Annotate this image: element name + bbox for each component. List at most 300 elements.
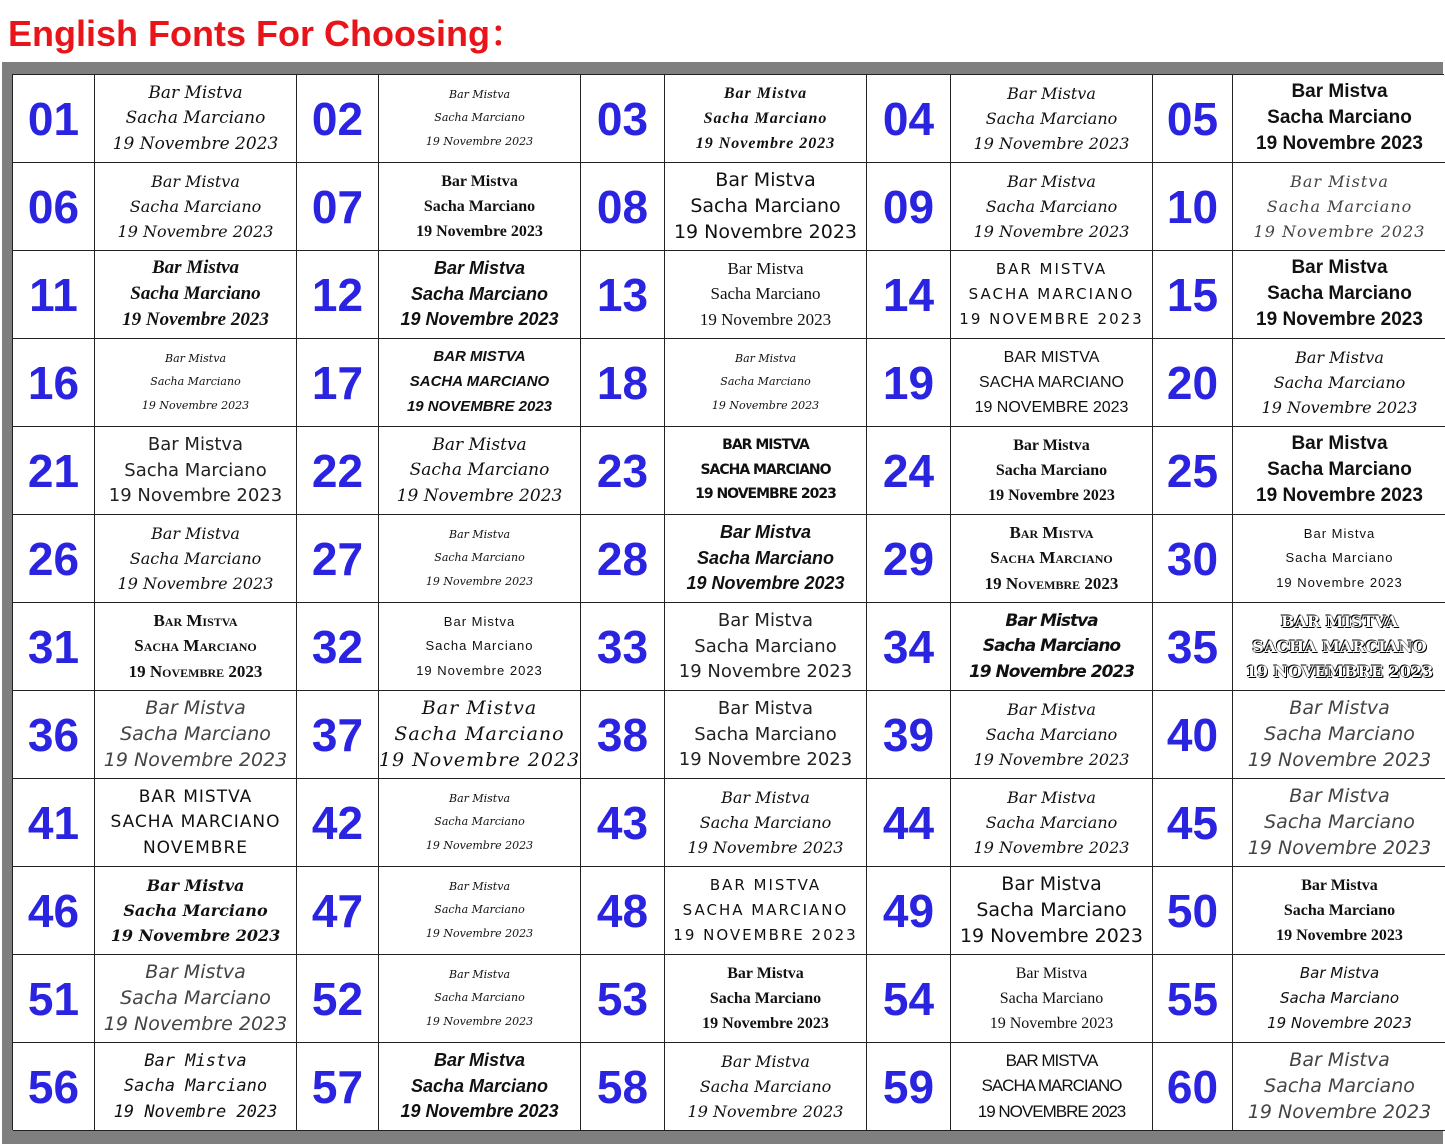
font-sample-line: Sacha Marciano [423, 197, 536, 215]
font-sample-line: 19 Novembre 2023 [1256, 133, 1423, 155]
font-sample-line: 19 Novembre 2023 [1247, 1101, 1432, 1124]
font-sample-line: 19 NOVEMBRE 2023 [974, 398, 1129, 416]
font-sample [1233, 1043, 1445, 1131]
font-sample [951, 251, 1153, 339]
font-sample-line: Bar Mistva [1291, 81, 1388, 103]
font-sample-line: Bar Mistva [448, 87, 510, 101]
font-sample-line: Bar Mistva [448, 527, 510, 541]
font-sample-line: Sacha Marciano [125, 108, 266, 129]
font-sample [1233, 163, 1445, 251]
font-sample-line: Sacha Marciano [434, 551, 525, 565]
font-number: 31 [13, 603, 95, 691]
font-number: 09 [867, 163, 951, 251]
font-sample-line: BAR MISTVA [1003, 348, 1100, 366]
font-sample-line: 19 Novembre 2023 [400, 309, 559, 330]
font-sample-line: BAR MISTVA [1280, 611, 1399, 631]
font-number: 60 [1153, 1043, 1233, 1131]
font-sample [1233, 515, 1445, 603]
font-sample-line: 19 Novembre 2023 [103, 1013, 288, 1036]
font-sample-line: Sacha Marciano [123, 1076, 268, 1097]
font-sample-line: 19 Novembre 2023 [959, 925, 1144, 948]
font-sample-line: Sacha Marciano [1285, 550, 1394, 566]
font-number: 54 [867, 955, 951, 1043]
font-sample-line: Sacha Marciano [696, 547, 835, 568]
font-sample-line: 19 Novembre 2023 [678, 661, 853, 683]
font-sample-line: 19 Novembre 2023 [687, 1101, 844, 1121]
font-number: 49 [867, 867, 951, 955]
font-sample-line: Bar Mistva [719, 521, 812, 542]
font-sample [1233, 427, 1445, 515]
font-sample-line: 19 Novembre 2023 [678, 749, 853, 771]
font-sample-line: Bar Mistva [721, 787, 810, 807]
font-number: 38 [581, 691, 665, 779]
font-number: 05 [1153, 75, 1233, 163]
font-number: 52 [297, 955, 379, 1043]
font-sample-line: BAR MISTVA [138, 786, 253, 807]
font-sample-line: Bar Mistva [727, 258, 804, 278]
font-sample-line: 19 Novembre 2023 [1247, 749, 1432, 772]
font-sample-line: Bar Mistva [148, 82, 243, 103]
font-number: 12 [297, 251, 379, 339]
font-number: 20 [1153, 339, 1233, 427]
font-sample-line: Sacha Marciano [976, 899, 1127, 922]
font-sample-line: Sacha Marciano [394, 723, 565, 746]
font-number: 16 [13, 339, 95, 427]
font-sample [95, 515, 297, 603]
font-sample [665, 163, 867, 251]
font-number: 35 [1153, 603, 1233, 691]
font-sample-line: 19 Novembre 2023 [425, 927, 534, 941]
font-sample-line: 19 Novembre 2023 [1267, 1014, 1412, 1033]
font-number: 01 [13, 75, 95, 163]
font-sample-line: Sacha Marciano [425, 638, 534, 654]
font-sample-line: Bar Mistva [443, 614, 516, 630]
font-sample-line: Sacha Marciano [134, 636, 257, 656]
font-sample-line: Sacha Marciano [985, 196, 1118, 216]
font-sample-line: Sacha Marciano [985, 812, 1118, 832]
font-number: 55 [1153, 955, 1233, 1043]
page-title: English Fonts For Choosing： [8, 13, 526, 54]
font-sample-line: 19 Novembre 2023 [988, 486, 1115, 504]
font-sample-line: 19 Novembre 2023 [141, 399, 250, 413]
font-sample-line: 19 NOVEMBRE 2023 [673, 926, 858, 945]
font-sample-line: Bar Mistva [1303, 526, 1376, 542]
font-sample [951, 163, 1153, 251]
font-sample [379, 251, 581, 339]
font-sample-line: 19 Novembre 2023 [108, 485, 283, 507]
font-sample-line: Sacha Marciano [1266, 196, 1413, 216]
font-number: 19 [867, 339, 951, 427]
font-sample-line: Sacha Marciano [1264, 723, 1415, 746]
font-sample [1233, 339, 1445, 427]
font-sample-line: Sacha Marciano [434, 903, 525, 917]
font-sample-line: Bar Mistva [144, 1050, 247, 1071]
font-sample-line: Bar Mistva [1015, 964, 1088, 982]
font-sample [1233, 75, 1445, 163]
font-number: 26 [13, 515, 95, 603]
font-sample [95, 867, 297, 955]
font-sample-line: 19 Novembre 2023 [103, 749, 288, 772]
font-sample-line: 19 Novembre 2023 [117, 221, 274, 241]
font-sample-line: Sacha Marciano [129, 548, 262, 568]
font-sample-line: Bar Mistva [721, 1051, 810, 1071]
font-sample [951, 339, 1153, 427]
font-sample-line: Bar Mistva [151, 171, 240, 191]
font-number: 47 [297, 867, 379, 955]
font-sample-line: 19 NOVEMBRE 2023 [406, 398, 553, 416]
font-sample [951, 515, 1153, 603]
font-sample [951, 955, 1153, 1043]
font-sample [665, 603, 867, 691]
font-sample-line: Bar Mistva [1007, 171, 1096, 191]
font-sample-line: Bar Mistva [715, 169, 816, 192]
font-sample-line: 19 Novembre 2023 [702, 1014, 829, 1032]
font-number: 15 [1153, 251, 1233, 339]
font-sample-line: Sacha Marciano [410, 283, 549, 304]
font-sample-line: Sacha Marciano [699, 812, 832, 832]
font-sample-line: Sacha Marciano [434, 991, 525, 1005]
font-sample [665, 867, 867, 955]
font-sample-line: Bar Mistva [147, 433, 244, 455]
font-sample [951, 427, 1153, 515]
font-sample [95, 427, 297, 515]
font-sample-line: Bar Mistva [151, 523, 240, 543]
font-number: 41 [13, 779, 95, 867]
font-sample-line: Sacha Marciano [410, 1075, 549, 1096]
font-sample [95, 1043, 297, 1131]
font-sample [665, 515, 867, 603]
font-sample [951, 691, 1153, 779]
font-sample-line: Bar Mistva [145, 961, 246, 984]
font-sample-line: 19 Novembre 2023 [1256, 309, 1423, 331]
font-sample-line: BAR MISTVA [995, 260, 1108, 279]
font-sample [665, 339, 867, 427]
font-sample [951, 779, 1153, 867]
font-number: 46 [13, 867, 95, 955]
font-sample [95, 75, 297, 163]
font-sample-line: Sacha Marciano [129, 196, 262, 216]
font-sample-line: Sacha Marciano [699, 1076, 832, 1096]
font-sample-line: Sacha Marciano [690, 195, 841, 218]
font-sample-line: Bar Mistva [1289, 697, 1390, 720]
font-sample-line: Bar Mistva [448, 967, 510, 981]
font-sample-line: SACHA MARCIANO [682, 901, 849, 920]
font-sample-line: 19 Novembre 2023 [973, 133, 1130, 153]
font-sample [379, 779, 581, 867]
font-sample-line: Bar Mistva [441, 172, 518, 190]
font-sample-line: BAR MISTVA [722, 437, 809, 454]
font-sample-line: 19 Novembre 2023 [1261, 397, 1418, 417]
font-sample-line: Sacha Marciano [434, 111, 525, 125]
font-number: 23 [581, 427, 665, 515]
font-sample-line: Bar Mistva [1295, 347, 1384, 367]
font-sample [95, 691, 297, 779]
font-sample-line: Sacha Marciano [694, 723, 837, 745]
font-sample-line: SACHA MARCIANO [979, 373, 1124, 391]
font-number: 27 [297, 515, 379, 603]
font-sample-line: Bar Mistva [433, 257, 526, 278]
font-number: 28 [581, 515, 665, 603]
font-number: 42 [297, 779, 379, 867]
font-sample-line: Sacha Marciano [720, 375, 811, 389]
font-sample-line: 19 NOVEMBRE 2023 [959, 310, 1144, 329]
font-sample-line: Sacha Marciano [1267, 283, 1412, 305]
font-sample [379, 163, 581, 251]
font-number: 24 [867, 427, 951, 515]
font-sample-line: BAR MISTVA [709, 876, 822, 895]
font-sample [665, 251, 867, 339]
font-sample [379, 603, 581, 691]
font-sample-line: Bar Mistva [734, 351, 796, 365]
font-sample-line: Bar Mistva [1007, 83, 1096, 103]
font-sample-line: Bar Mistva [448, 879, 510, 893]
font-sample-line: Sacha Marciano [130, 283, 261, 305]
font-number: 44 [867, 779, 951, 867]
font-number: 06 [13, 163, 95, 251]
font-sample-line: SACHA MARCIANO [1252, 636, 1427, 656]
font-sample-line: SACHA MARCIANO [700, 461, 831, 478]
font-sample-line: Bar Mistva [1007, 787, 1096, 807]
font-sample [1233, 603, 1445, 691]
font-sample-line: Sacha Marciano [1283, 901, 1396, 919]
font-sample [951, 603, 1153, 691]
font-sample-line: Bar Mistva [1291, 433, 1388, 455]
font-number: 08 [581, 163, 665, 251]
font-sample-line: Bar Mistva [145, 697, 246, 720]
font-sample-line: 19 Novembre 2023 [128, 661, 263, 681]
font-sample [95, 163, 297, 251]
font-sample-line: 19 Novembre 2023 [673, 221, 858, 244]
font-sample [1233, 867, 1445, 955]
font-sample-line: Bar Mistva [717, 697, 814, 719]
font-sample-line: Bar Mistva [432, 434, 527, 455]
font-sample-line: 19 Novembre 2023 [711, 399, 820, 413]
font-number: 50 [1153, 867, 1233, 955]
font-sample-line: Bar Mistva [448, 791, 510, 805]
font-sample-line: 19 Novembre 2023 [687, 837, 844, 857]
font-sample [1233, 779, 1445, 867]
font-sample-line: 19 Novembre 2023 [113, 1101, 278, 1122]
font-sample [95, 779, 297, 867]
font-sample [95, 603, 297, 691]
font-sample-line: Sacha Marciano [434, 815, 525, 829]
font-sample [1233, 251, 1445, 339]
font-number: 39 [867, 691, 951, 779]
font-sample-line: 19 Novembre 2023 [110, 925, 281, 945]
font-sample-line: Bar Mistva [421, 697, 538, 720]
font-number: 21 [13, 427, 95, 515]
font-sample-line: Sacha Marciano [710, 284, 821, 304]
font-sample-line: Sacha Marciano [1267, 107, 1412, 129]
font-sample-line: Bar Mistva [1005, 610, 1098, 631]
font-number: 59 [867, 1043, 951, 1131]
font-sample-line: 19 Novembre 2023 [1253, 221, 1426, 241]
font-sample-line: 19 Novembre 2023 [112, 133, 279, 154]
font-sample-line: Sacha Marciano [995, 461, 1108, 479]
font-number: 33 [581, 603, 665, 691]
font-sample-line: 19 Novembre 2023 [425, 135, 534, 149]
font-sample-line: 19 Novembre 2023 [425, 839, 534, 853]
font-sample-line: Bar Mistva [1013, 436, 1090, 454]
font-number: 40 [1153, 691, 1233, 779]
font-samples-table [12, 74, 1444, 1130]
font-sample-line: Sacha Marciano [1279, 989, 1400, 1008]
font-sample-line: Sacha Marciano [150, 375, 241, 389]
font-sample-line: SACHA MARCIANO [409, 373, 550, 391]
font-number: 48 [581, 867, 665, 955]
font-sample-line: 19 Novembre 2023 [425, 575, 534, 589]
font-number: 02 [297, 75, 379, 163]
font-number: 11 [13, 251, 95, 339]
font-sample [95, 339, 297, 427]
font-sample-line: Sacha Marciano [694, 635, 837, 657]
font-sample-line: Sacha Marciano [703, 109, 828, 127]
font-sample-line: 19 Novembre 2023 [117, 573, 274, 593]
font-sample-line: 19 Novembre 2023 [1247, 837, 1432, 860]
font-number: 10 [1153, 163, 1233, 251]
font-sample-line: Sacha Marciano [709, 989, 822, 1007]
font-number: 17 [297, 339, 379, 427]
font-number: 53 [581, 955, 665, 1043]
font-number: 34 [867, 603, 951, 691]
font-sample-line: Bar Mistva [164, 351, 226, 365]
font-sample [379, 75, 581, 163]
font-number: 30 [1153, 515, 1233, 603]
font-sample-line: Bar Mistva [1290, 171, 1389, 191]
font-sample-line: 19 Novembre 2023 [396, 485, 563, 506]
font-sample-line: 19 Novembre 2023 [973, 749, 1130, 769]
font-sample-line: Sacha Marciano [409, 460, 550, 481]
font-number: 36 [13, 691, 95, 779]
font-sample [665, 691, 867, 779]
font-sample-line: Bar Mistva [1291, 257, 1388, 279]
font-sample [379, 1043, 581, 1131]
font-number: 04 [867, 75, 951, 163]
font-sample-line: 19 Novembre 2023 [686, 573, 845, 594]
font-sample-line: Bar Mistva [1001, 873, 1102, 896]
font-number: 18 [581, 339, 665, 427]
font-sample [1233, 955, 1445, 1043]
font-sample-line: Bar Mistva [1289, 785, 1390, 808]
font-sample-line: 19 Novembre 2023 [1276, 574, 1403, 590]
font-sample-line: 19 NOVEMBRE 2023 [695, 486, 836, 503]
font-sample-line: 19 Novembre 2023 [1256, 485, 1423, 507]
font-sample-line: Sacha Marciano [1273, 372, 1406, 392]
font-sample-line: Bar Mistva [153, 610, 238, 630]
font-sample-line: Bar Mistva [723, 84, 808, 102]
font-sample-line: 19 Novembre 2023 [695, 134, 836, 152]
font-number: 56 [13, 1043, 95, 1131]
font-sample-line: 19 Novembre 2023 [122, 309, 269, 331]
font-sample-line: Bar Mistva [146, 875, 245, 895]
font-number: 07 [297, 163, 379, 251]
font-number: 03 [581, 75, 665, 163]
font-sample [95, 955, 297, 1043]
font-sample [665, 955, 867, 1043]
font-sample [1233, 691, 1445, 779]
font-number: 25 [1153, 427, 1233, 515]
font-number: 45 [1153, 779, 1233, 867]
font-sample-line: Sacha Marciano [985, 724, 1118, 744]
font-sample-line: Bar Mistva [717, 609, 814, 631]
font-sample-line: Sacha Marciano [982, 636, 1121, 657]
font-sample-line: 19 Novembre 2023 [699, 309, 832, 329]
font-sample-line: Bar Mistva [1299, 964, 1380, 983]
font-sample-line: SACHA MARCIANO [968, 285, 1135, 304]
font-sample-line: Bar Mistva [1007, 699, 1096, 719]
font-number: 51 [13, 955, 95, 1043]
font-number: 22 [297, 427, 379, 515]
font-sample-line: 19 Novembre 2023 [973, 221, 1130, 241]
font-sample [665, 75, 867, 163]
font-sample-line: Sacha Marciano [985, 108, 1118, 128]
font-sample-line: Sacha Marciano [124, 459, 267, 481]
font-sample-line: 19 Novembre 2023 [968, 661, 1135, 682]
font-sample-line: 19 Novembre 2023 [984, 573, 1119, 593]
font-sample-line: 19 Novembre 2023 [416, 222, 543, 240]
font-sample-line: 19 Novembre 2023 [425, 1015, 534, 1029]
font-sample-line: 19 Novembre 2023 [989, 1014, 1114, 1032]
font-sample-line: Bar Mistva [151, 257, 240, 279]
font-sample-line: 19 Novembre 2023 [379, 749, 581, 772]
font-sample-line: 19 Novembre 2023 [400, 1101, 559, 1122]
font-sample-line: Bar Mistva [1009, 522, 1094, 542]
font-sample-line: Sacha Marciano [1264, 1075, 1415, 1098]
font-number: 58 [581, 1043, 665, 1131]
font-sample [665, 427, 867, 515]
font-sample-line: 19 Novembre 2023 [416, 662, 543, 678]
font-sample [379, 955, 581, 1043]
font-sample-line: BAR MISTVA [1005, 1050, 1098, 1070]
font-sample-line: Sacha Marciano [1264, 811, 1415, 834]
font-sample [379, 691, 581, 779]
font-number: 37 [297, 691, 379, 779]
font-sample-line: BAR MISTVA [433, 348, 526, 366]
font-sample-line: NOVEMBRE [142, 837, 249, 858]
font-sample [951, 75, 1153, 163]
font-sample-line: 19 NOVEMBRE 2023 [977, 1101, 1126, 1121]
font-number: 29 [867, 515, 951, 603]
font-sample-line: Bar Mistva [727, 964, 804, 982]
font-sample-line: Sacha Marciano [120, 987, 271, 1010]
font-sample [379, 867, 581, 955]
font-sample [95, 251, 297, 339]
font-sample-line: 19 Novembre 2023 [1276, 926, 1403, 944]
font-sample-line: SACHA MARCIANO [981, 1076, 1122, 1096]
font-sample-line: 19 Novembre 2023 [973, 837, 1130, 857]
font-number: 57 [297, 1043, 379, 1131]
font-sample-line: Sacha Marciano [1267, 459, 1412, 481]
font-sample [379, 515, 581, 603]
font-sample [379, 427, 581, 515]
font-number: 14 [867, 251, 951, 339]
font-sample [665, 779, 867, 867]
font-number: 43 [581, 779, 665, 867]
font-sample [951, 1043, 1153, 1131]
font-number: 13 [581, 251, 665, 339]
font-sample-line: Bar Mistva [433, 1049, 526, 1070]
font-sample-line: Sacha Marciano [990, 548, 1113, 568]
font-sample-line: SACHA MARCIANO [110, 812, 281, 833]
font-sample [665, 1043, 867, 1131]
font-sample-line: Sacha Marciano [999, 989, 1104, 1007]
font-sample-line: Bar Mistva [1301, 876, 1378, 894]
font-sample-line: Sacha Marciano [120, 723, 271, 746]
font-number: 32 [297, 603, 379, 691]
font-sample-line: Sacha Marciano [123, 900, 268, 920]
font-sample [379, 339, 581, 427]
font-sample-line: 19 NOVEMBRE 2023 [1245, 661, 1434, 681]
